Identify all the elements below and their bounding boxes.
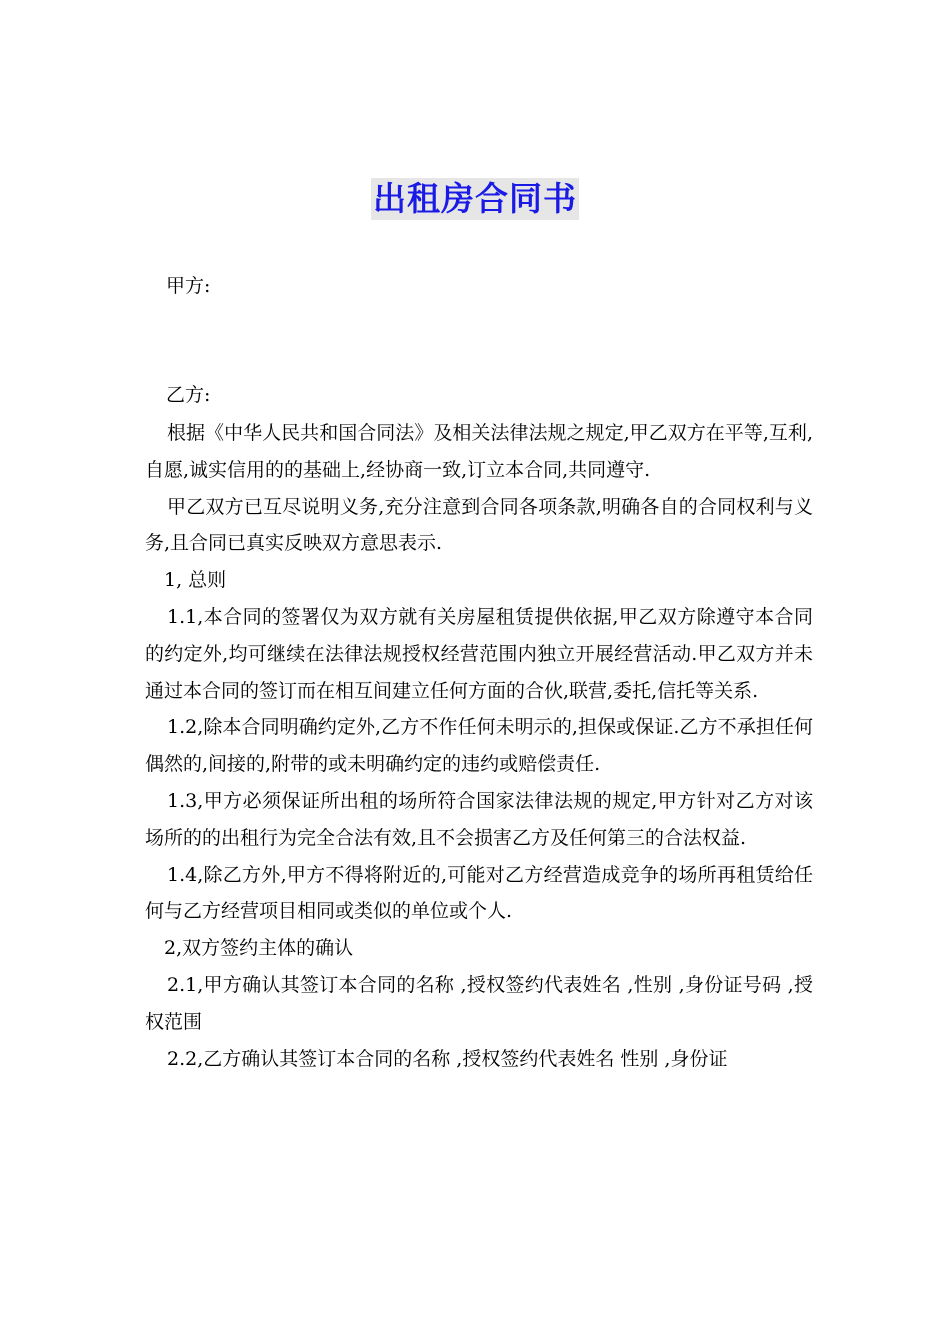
section-heading-general: 1, 总则 [164,569,227,592]
party-b-label: 乙方: [166,384,211,406]
clause-1-4: 1.4,除乙方外,甲方不得将附近的,可能对乙方经营造成竞争的场所再租赁给任何与乙方经营项目相同或类似的单位或个人. [145,863,813,923]
preamble-paragraph: 根据《中华人民共和国合同法》及相关法律法规之规定,甲乙双方在平等,互利,自愿,诚实信用的的基础上,经协商一致,订立本合同,共同遵守. [145,422,813,481]
document-title: 出租房合同书 [373,179,577,218]
clause-1-3: 1.3,甲方必须保证所出租的场所符合国家法律法规的规定,甲方针对乙方对该场所的的出租行为完全合法有效,且不会损害乙方及任何第三的合法权益. [145,789,813,849]
party-a-label: 甲方: [166,275,211,297]
disclosure-paragraph: 甲乙双方已互尽说明义务,充分注意到合同各项条款,明确各自的合同权利与义务,且合同已真实反映双方意思表示. [145,495,813,555]
clause-2-2: 2.2,乙方确认其签订本合同的名称 ,授权签约代表姓名 性别 ,身份证 [167,1047,728,1070]
contract-body [145,415,813,1077]
clause-1-1: 1.1,本合同的签署仅为双方就有关房屋租赁提供依据,甲乙双方除遵守本合同的约定外,均可继续在法律法规授权经营范围内独立开展经营活动.甲乙双方并未通过本合同的签订而在相互间建立任何方面的合伙,联营,委托,信托等关系. [145,605,813,702]
title-container [0,178,950,220]
clause-2-1: 2.1,甲方确认其签订本合同的名称 ,授权签约代表姓名 ,性别 ,身份证号码 ,授权范围 [145,973,813,1033]
clause-1-2: 1.2,除本合同明确约定外,乙方不作任何未明示的,担保或保证.乙方不承担任何偶然的,间接的,附带的或未明确约定的违约或赔偿责任. [145,716,813,776]
section-heading-parties: 2,双方签约主体的确认 [164,937,354,960]
